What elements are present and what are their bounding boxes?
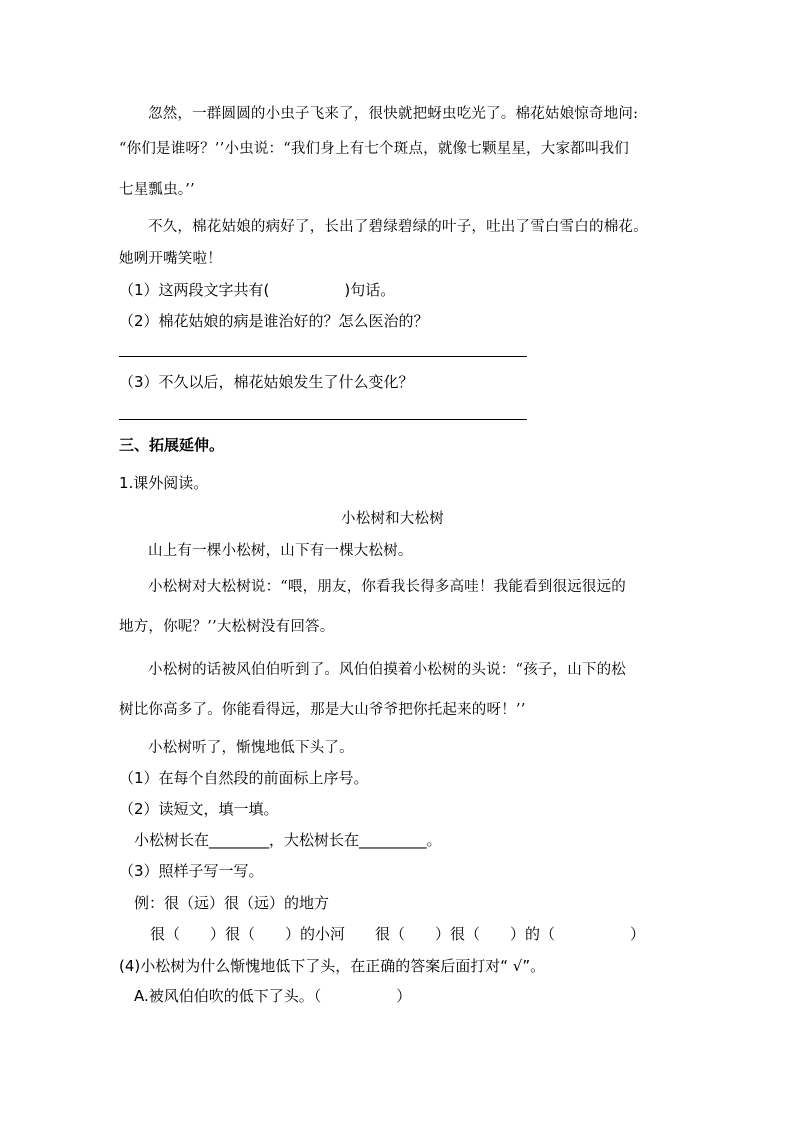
- passage1-paragraph1-line2: “你们是谁呀？’’小虫说：“我们身上有七个斑点，就像七颗星星，大家都叫我们: [119, 141, 629, 157]
- question-2-3: （3）照样子写一写。: [119, 862, 264, 880]
- passage2-paragraph2-line1: 小松树对大松树说：“喂，朋友，你看我长得多高哇！我能看到很远很远的: [148, 579, 627, 595]
- question-2-4: (4)小松树为什么惭愧地低下了头，在正确的答案后面打对“ √”。: [119, 957, 546, 975]
- passage1-paragraph2-line1: 不久，棉花姑娘的病好了，长出了碧绿碧绿的叶子，吐出了雪白雪白的棉花。: [148, 219, 648, 235]
- story-title: 小松树和大松树: [341, 511, 444, 527]
- section-item-1: 1.课外阅读。: [119, 474, 209, 492]
- section-heading: 三、拓展延伸。: [119, 436, 225, 454]
- question-1-2: （2）棉花姑娘的病是谁治好的？怎么医治的？: [119, 312, 429, 330]
- passage2-paragraph1: 山上有一棵小松树，山下有一棵大松树。: [148, 543, 413, 559]
- passage2-paragraph3-line1: 小松树的话被风伯伯听到了。风伯伯摸着小松树的头说：“孩子，山下的松: [148, 662, 627, 678]
- passage1-paragraph1-line1: 忽然，一群圆圆的小虫子飞来了，很快就把蚜虫吃光了。棉花姑娘惊奇地问:: [148, 106, 639, 122]
- passage2-paragraph4: 小松树听了，惭愧地低下头了。: [148, 740, 354, 756]
- question-2-2: （2）读短文，填一填。: [119, 800, 279, 818]
- question-2-2-fill[interactable]: 小松树长在________，大松树长在_________。: [134, 831, 442, 849]
- question-2-4-option-a[interactable]: A.被风伯伯吹的低下了头。（ ）: [134, 987, 412, 1005]
- question-2-1: （1）在每个自然段的前面标上序号。: [119, 769, 369, 787]
- question-2-3-example: 例：很（远）很（远）的地方: [134, 894, 330, 912]
- passage2-paragraph3-line2: 树比你高多了。你能看得远，那是大山爷爷把你托起来的呀！’’: [119, 702, 526, 718]
- passage1-paragraph2-line2: 她咧开嘴笑啦！: [119, 251, 222, 267]
- passage2-paragraph2-line2: 地方，你呢？’’大松树没有回答。: [119, 619, 335, 635]
- answer-line-1[interactable]: [119, 356, 527, 357]
- passage1-paragraph1-line3: 七星瓢虫。’’: [119, 182, 195, 198]
- answer-line-2[interactable]: [119, 419, 527, 420]
- question-2-3-fill[interactable]: 很（ ）很（ ）的小河 很（ ）很（ ）的（ ）: [150, 925, 646, 943]
- question-1-3: （3）不久以后，棉花姑娘发生了什么变化？: [119, 373, 414, 391]
- question-1-1: （1）这两段文字共有( )句话。: [119, 281, 396, 299]
